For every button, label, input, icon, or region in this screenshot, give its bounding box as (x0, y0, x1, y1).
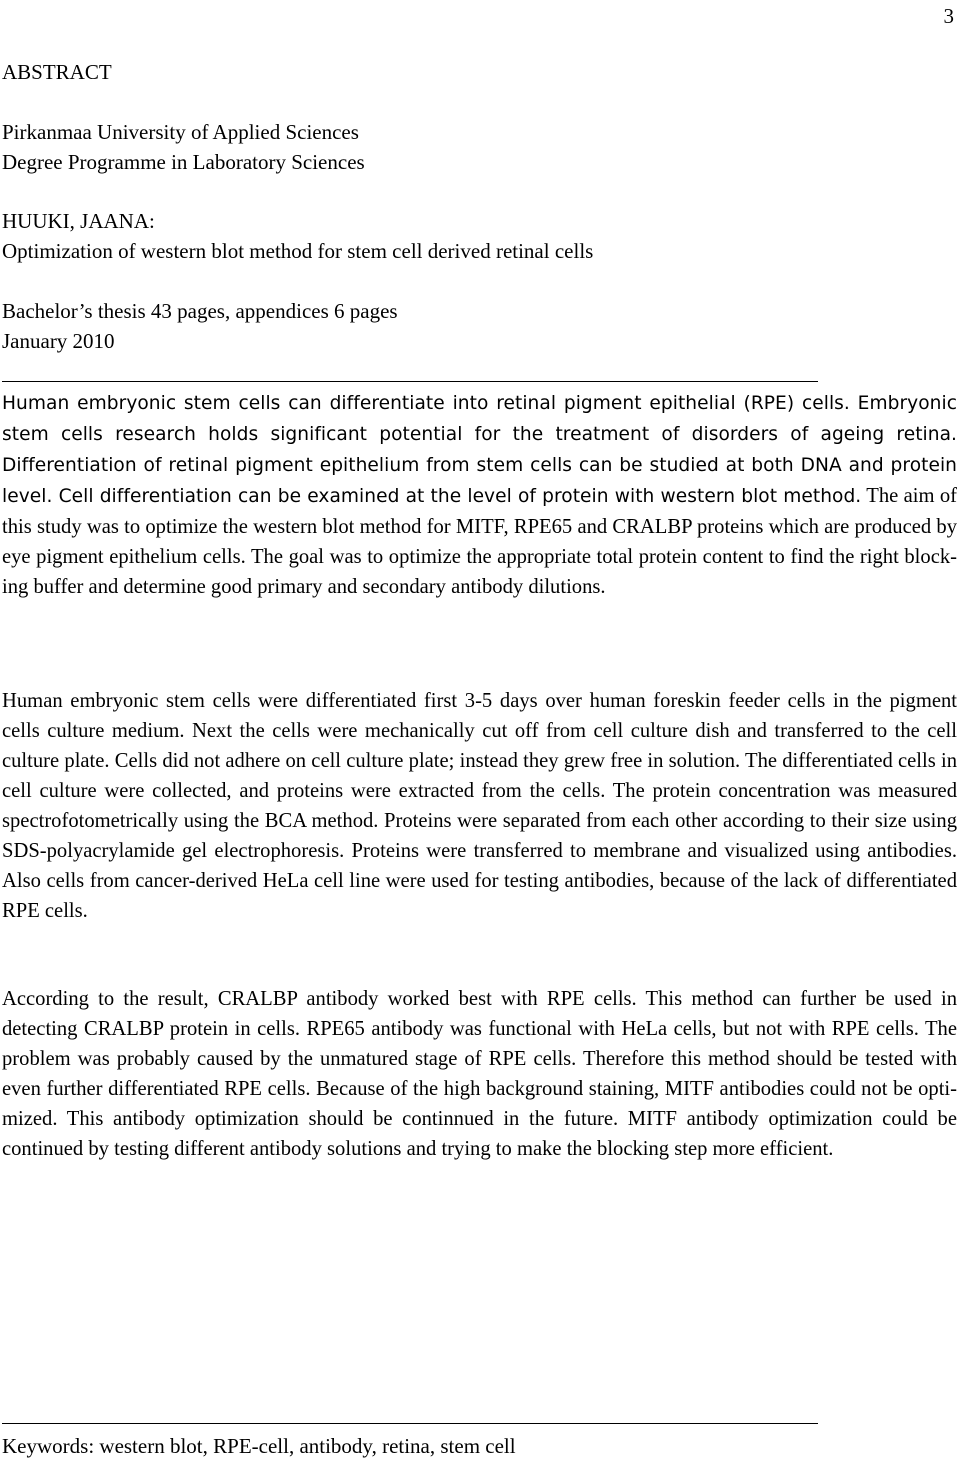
keywords: Keywords: western blot, RPE-cell, antibody, retina, stem cell (2, 1434, 516, 1458)
abstract-paragraph-3: According to the result, CRALBP antibody worked best with RPE cells. This method can further be used in detecting CRALBP protein in cells. RPE65 antibody was functional with HeLa cells, but not with RPE cells. The problem was probably caused by the unmatured stage of RPE cells. Therefore this method should be tested with even further differentiated RPE cells. Because of the high background staining, MITF antibodies could not be optimized. This antibody optimization should be continnued in the future. MITF antibody optimization could be continued by testing different antibody solutions and trying to make the blocking step more efficient. (2, 988, 957, 1160)
institution-name: Pirkanmaa University of Applied Sciences (2, 120, 359, 144)
thesis-info-block (2, 296, 398, 356)
author-title-block (2, 206, 593, 266)
paragraph-1-aim: The aim of this study was to optimize the western blot method for MITF, RPE65 and CRALBP proteins which are produced by eye pigment epithelium cells. The goal was to optimize the appropriate total protein content to find the right blocking buffer and determine good primary and secondary antibody dilutions. (2, 485, 957, 598)
footer-divider (2, 1423, 818, 1424)
abstract-paragraph-1 (2, 388, 957, 602)
section-heading: ABSTRACT (2, 60, 112, 84)
thesis-date: January 2010 (2, 329, 115, 353)
paragraph-1-intro: Human embryonic stem cells can differentiate into retinal pigment epithelial (RPE) cells. Embryonic stem cells research holds significant potential for the treatment of disorders of ageing retina. Differentiation of retinal pigment epithelium from stem cells can be studied at both DNA and protein level. Cell differentiation can be examined at the level of protein with western blot method. (2, 393, 957, 507)
page-number: 3 (943, 4, 954, 28)
author-name: HUUKI, JAANA: (2, 209, 155, 233)
thesis-info: Bachelor’s thesis 43 pages, appendices 6 pages (2, 299, 398, 323)
keywords-block (2, 1431, 516, 1461)
thesis-title: Optimization of western blot method for stem cell derived retinal cells (2, 239, 594, 263)
degree-programme: Degree Programme in Laboratory Sciences (2, 150, 365, 174)
institution-block (2, 117, 365, 177)
abstract-heading (2, 57, 112, 87)
abstract-paragraph-2: Human embryonic stem cells were differentiated first 3-5 days over human foreskin feeder cells in the pigment cells culture medium. Next the cells were mechanically cut off from cell culture dish and transferred to the cell culture plate. Cells did not adhere on cell culture plate; instead they grew free in solution. The differentiated cells in cell culture were collected, and proteins were extracted from the cells. The protein concentration was measured spectrofotometrically using the BCA method. Proteins were separated from each other according to their size using SDS-polyacrylamide gel electrophoresis. Proteins were transferred to membrane and visualized using antibodies. Also cells from cancer-derived HeLa cell line were used for testing antibodies, because of the lack of differentiated RPE cells. (2, 690, 957, 922)
header-divider (2, 381, 818, 382)
